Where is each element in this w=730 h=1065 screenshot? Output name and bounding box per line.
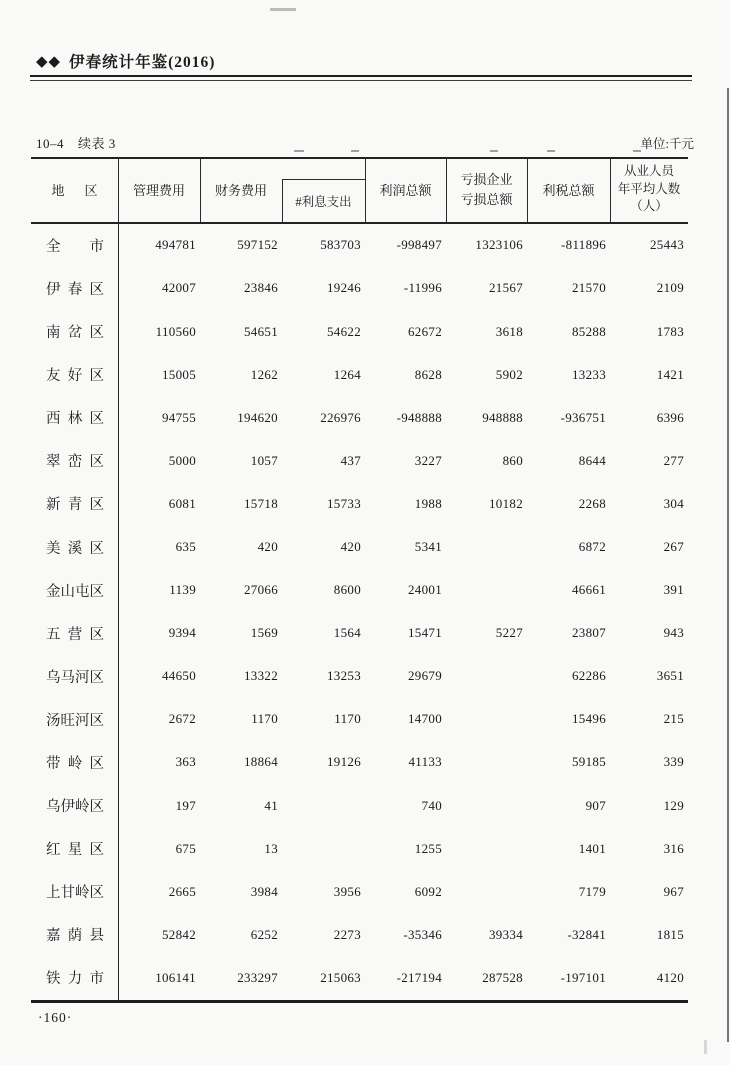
cell-interest-expense: 1564 xyxy=(333,625,361,641)
cell-management-expense: 94755 xyxy=(162,409,196,425)
table-row xyxy=(31,827,688,870)
table-row xyxy=(31,396,688,439)
cell-finance-expense: 420 xyxy=(257,539,278,554)
cell-finance-expense: 1057 xyxy=(250,452,278,468)
table-row xyxy=(31,741,688,784)
region-label: 美溪区 xyxy=(46,540,104,557)
cell-management-expense: 52842 xyxy=(162,926,196,942)
cell-profit-tax: 23807 xyxy=(572,625,606,641)
cell-interest-expense: 8600 xyxy=(333,582,361,598)
cell-loss-total: 10182 xyxy=(489,495,523,511)
statistics-table xyxy=(31,157,688,1002)
scan-artifact xyxy=(547,150,555,152)
col-header-loss-line2: 亏损总额 xyxy=(460,191,513,207)
cell-management-expense: 197 xyxy=(175,797,196,813)
col-header-interest-expense: #利息支出 xyxy=(295,194,352,209)
cell-loss-total: 3618 xyxy=(495,323,523,339)
table-row xyxy=(31,525,688,568)
cell-interest-expense: 1264 xyxy=(333,366,361,382)
col-header-employees xyxy=(610,157,688,222)
cell-management-expense: 6081 xyxy=(168,495,196,511)
table-row xyxy=(31,870,688,913)
cell-profit-tax: 59185 xyxy=(572,754,606,770)
cell-total-profit: 1988 xyxy=(414,495,442,511)
scan-artifact xyxy=(351,150,359,152)
cell-total-profit: 41133 xyxy=(408,754,442,770)
scan-artifact xyxy=(270,8,296,11)
col-header-loss-line1: 亏损企业 xyxy=(460,171,513,187)
scan-smudge xyxy=(704,1040,707,1054)
table-bottom-border xyxy=(31,1000,688,1003)
cell-total-profit: -948888 xyxy=(396,409,442,425)
cell-finance-expense: 54651 xyxy=(244,323,278,339)
cell-employees: 1421 xyxy=(656,366,684,382)
cell-profit-tax: 2268 xyxy=(578,495,606,511)
cell-interest-expense: 583703 xyxy=(320,237,361,253)
cell-employees: 943 xyxy=(663,625,684,641)
cell-loss-total: 860 xyxy=(502,452,523,468)
col-header-emp-line2: 年平均人数 xyxy=(617,181,681,196)
cell-profit-tax: 15496 xyxy=(572,711,606,727)
cell-employees: 2109 xyxy=(656,280,684,296)
cell-interest-expense: 2273 xyxy=(333,926,361,942)
region-label: 五营区 xyxy=(46,626,104,643)
cell-interest-expense: 226976 xyxy=(320,409,361,425)
table-row xyxy=(31,267,688,310)
cell-finance-expense: 27066 xyxy=(244,582,278,598)
cell-interest-expense: 15733 xyxy=(327,495,361,511)
cell-management-expense: 42007 xyxy=(162,280,196,296)
region-label: 带岭区 xyxy=(46,755,104,772)
table-row xyxy=(31,310,688,353)
cell-profit-tax: 7179 xyxy=(578,883,606,899)
region-label: 汤旺河区 xyxy=(46,712,104,729)
cell-interest-expense: 437 xyxy=(340,452,361,468)
page-number: ·160· xyxy=(38,1010,73,1025)
cell-management-expense: 635 xyxy=(175,539,196,554)
col-header-total-profit: 利润总额 xyxy=(379,183,432,198)
table-row xyxy=(31,784,688,827)
table-row xyxy=(31,439,688,482)
table-row xyxy=(31,612,688,655)
region-label: 南岔区 xyxy=(46,325,104,342)
table-caption xyxy=(36,133,116,152)
cell-interest-expense: 19126 xyxy=(327,754,361,770)
cell-profit-tax: 1401 xyxy=(578,840,606,856)
cell-employees: 339 xyxy=(663,754,684,770)
cell-management-expense: 5000 xyxy=(168,452,196,468)
cell-interest-expense: 54622 xyxy=(327,323,361,339)
scan-artifact xyxy=(633,150,641,152)
table-row xyxy=(31,353,688,396)
cell-employees: 1815 xyxy=(656,926,684,942)
col-header-profit-tax: 利税总额 xyxy=(542,183,595,198)
cell-employees: 215 xyxy=(663,711,684,727)
cell-total-profit: 8628 xyxy=(414,366,442,382)
cell-total-profit: -35346 xyxy=(403,926,442,942)
cell-employees: 6396 xyxy=(656,409,684,425)
cell-total-profit: -11996 xyxy=(403,280,442,296)
cell-management-expense: 106141 xyxy=(155,969,196,985)
region-label: 友好区 xyxy=(46,368,104,385)
cell-employees: 967 xyxy=(663,883,684,899)
yearbook-title: 伊春统计年鉴(2016) xyxy=(69,54,216,71)
table-row xyxy=(31,482,688,525)
region-label: 翠峦区 xyxy=(46,454,104,471)
cell-finance-expense: 41 xyxy=(264,797,278,813)
cell-loss-total: 39334 xyxy=(489,926,523,942)
cell-loss-total: 21567 xyxy=(489,280,523,296)
cell-finance-expense: 1262 xyxy=(250,366,278,382)
region-label: 伊春区 xyxy=(46,281,104,298)
cell-finance-expense: 3984 xyxy=(250,883,278,899)
region-label: 金山屯区 xyxy=(46,583,104,600)
cell-management-expense: 675 xyxy=(175,840,196,856)
header-rule-thick xyxy=(30,75,692,77)
cell-total-profit: -998497 xyxy=(396,237,442,253)
cell-total-profit: 3227 xyxy=(414,452,442,468)
diamond-icons: ◆◆ xyxy=(36,53,62,70)
cell-profit-tax: -32841 xyxy=(567,926,606,942)
cell-profit-tax: 62286 xyxy=(572,668,606,684)
cell-total-profit: 15471 xyxy=(408,625,442,641)
cell-employees: 304 xyxy=(663,495,684,511)
cell-total-profit: 6092 xyxy=(414,883,442,899)
region-label: 嘉荫县 xyxy=(46,928,104,945)
cell-interest-expense: 13253 xyxy=(327,668,361,684)
cell-loss-total: 287528 xyxy=(482,969,523,985)
cell-interest-expense: 215063 xyxy=(320,969,361,985)
cell-employees: 1783 xyxy=(656,323,684,339)
cell-profit-tax: 13233 xyxy=(572,366,606,382)
cell-management-expense: 2672 xyxy=(168,711,196,727)
cell-interest-expense: 420 xyxy=(340,539,361,554)
col-header-emp-line3: （人） xyxy=(630,199,668,214)
col-header-loss-enterprises xyxy=(446,157,527,222)
table-row xyxy=(31,224,688,267)
cell-total-profit: 24001 xyxy=(408,582,442,598)
col-header-finance-expense: 财务费用 xyxy=(214,183,267,198)
region-label: 铁力市 xyxy=(46,971,104,988)
cell-profit-tax: 907 xyxy=(585,797,606,813)
region-label: 上甘岭区 xyxy=(46,885,104,902)
cell-management-expense: 15005 xyxy=(162,366,196,382)
cell-profit-tax: 85288 xyxy=(572,323,606,339)
region-label: 乌伊岭区 xyxy=(46,799,104,816)
cell-employees: 4120 xyxy=(656,969,684,985)
cell-finance-expense: 1569 xyxy=(250,625,278,641)
cell-total-profit: -217194 xyxy=(396,969,442,985)
table-row xyxy=(31,569,688,612)
cell-total-profit: 740 xyxy=(421,797,442,813)
cell-total-profit: 5341 xyxy=(414,539,442,554)
cell-management-expense: 44650 xyxy=(162,668,196,684)
cell-profit-tax: -811896 xyxy=(561,237,606,253)
cell-finance-expense: 1170 xyxy=(251,711,278,727)
cell-management-expense: 110560 xyxy=(155,323,196,339)
col-header-management-expense: 管理费用 xyxy=(132,183,185,198)
cell-management-expense: 1139 xyxy=(169,582,196,598)
col-header-region: 地区 xyxy=(51,183,98,198)
table-row xyxy=(31,956,688,999)
cell-employees: 25443 xyxy=(650,237,684,253)
col-header-emp-line1: 从业人员 xyxy=(623,164,674,179)
cell-profit-tax: 8644 xyxy=(578,452,606,468)
cell-finance-expense: 15718 xyxy=(244,495,278,511)
cell-management-expense: 494781 xyxy=(155,237,196,253)
cell-finance-expense: 194620 xyxy=(237,409,278,425)
scan-edge-line xyxy=(727,88,729,1042)
cell-employees: 277 xyxy=(663,452,684,468)
cell-management-expense: 363 xyxy=(175,754,196,770)
cell-employees: 391 xyxy=(663,582,684,598)
region-label: 西林区 xyxy=(46,411,104,428)
cell-total-profit: 62672 xyxy=(408,323,442,339)
unit-label: 单位:千元 xyxy=(640,137,694,151)
cell-employees: 316 xyxy=(663,840,684,856)
brand-header xyxy=(36,50,215,72)
table-body xyxy=(31,224,688,1000)
cell-total-profit: 29679 xyxy=(408,668,442,684)
cell-loss-total: 5227 xyxy=(495,625,523,641)
cell-finance-expense: 597152 xyxy=(237,237,278,253)
region-label: 红星区 xyxy=(46,842,104,859)
cell-profit-tax: 6872 xyxy=(578,539,606,554)
region-label: 新青区 xyxy=(46,497,104,514)
table-row xyxy=(31,655,688,698)
table-header xyxy=(31,157,688,222)
cell-profit-tax: -936751 xyxy=(560,409,606,425)
cell-finance-expense: 13 xyxy=(264,840,278,856)
table-row xyxy=(31,913,688,956)
cell-total-profit: 1255 xyxy=(414,840,442,856)
region-label: 乌马河区 xyxy=(46,669,104,686)
region-label: 全市 xyxy=(46,238,104,255)
cell-finance-expense: 13322 xyxy=(244,668,278,684)
cell-employees: 3651 xyxy=(656,668,684,684)
cell-profit-tax: 21570 xyxy=(572,280,606,296)
table-continued-label: 续表 3 xyxy=(78,136,116,151)
cell-employees: 267 xyxy=(663,539,684,554)
cell-profit-tax: 46661 xyxy=(572,582,606,598)
cell-finance-expense: 23846 xyxy=(244,280,278,296)
cell-loss-total: 1323106 xyxy=(475,237,523,253)
table-number: 10–4 xyxy=(36,136,64,151)
cell-employees: 129 xyxy=(663,797,684,813)
cell-loss-total: 948888 xyxy=(482,409,523,425)
cell-total-profit: 14700 xyxy=(408,711,442,727)
table-row xyxy=(31,698,688,741)
header-rule-thin xyxy=(30,80,692,81)
cell-loss-total: 5902 xyxy=(495,366,523,382)
cell-finance-expense: 233297 xyxy=(237,969,278,985)
scan-artifact xyxy=(294,150,304,152)
cell-finance-expense: 18864 xyxy=(244,754,278,770)
cell-management-expense: 2665 xyxy=(168,883,196,899)
cell-interest-expense: 1170 xyxy=(334,711,361,727)
cell-profit-tax: -197101 xyxy=(560,969,606,985)
scan-artifact xyxy=(490,150,498,152)
cell-interest-expense: 19246 xyxy=(327,280,361,296)
cell-interest-expense: 3956 xyxy=(333,883,361,899)
cell-management-expense: 9394 xyxy=(168,625,196,641)
cell-finance-expense: 6252 xyxy=(250,926,278,942)
